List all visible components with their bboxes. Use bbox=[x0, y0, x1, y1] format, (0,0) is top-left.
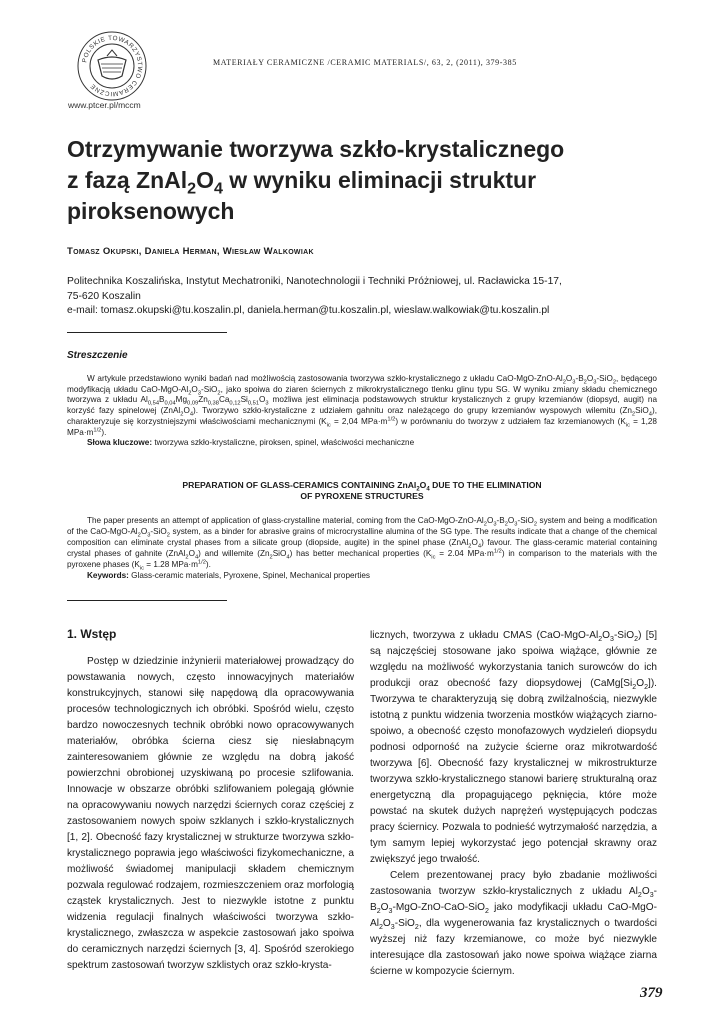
title-line-1: Otrzymywanie tworzywa szkło-krystalicznego bbox=[67, 136, 565, 162]
abstract-english bbox=[67, 516, 657, 581]
body-paragraph: Celem prezentowanej pracy było zbadanie możliwości zastosowania tworzyw szkło-krystalicznych z układu $Al_2O_3-B_2O_3-MgO-ZnO-CaO-SiO_2$ jako modyfikacji układu CaO-$MgO-Al_2O_3-SiO_2$, dla wygenerowania faz krystalicznych o twardości wyższej niż fazy krzemianowe, co może być niezwykle interesujące dla zastosowań jako nowe spoiwa wiążące ziarna ścierne w kompozycie ściernym. bbox=[370, 870, 657, 977]
english-title bbox=[67, 480, 657, 502]
title-line-3: piroksenowych bbox=[67, 198, 235, 224]
body-paragraph: licznych, tworzywa z układu CMAS $(CaO-MgO-Al_2O_3-SiO_2)$ [5] są najczęściej stosowane jako spoiwa wiążące, głównie ze względu na możliwość wykorzystania tanich surowców do ich produkcji oraz obecność fazy diopsydowej $(CaMg[Si_2O_2])$. Tworzywa te charakteryzują się dobrą zwilżalnością, niezwykle istotną z punktu widzenia tworzenia mostków wiążących ziarno-spoiwo, a obecność często monofazowych wydzieleń diopsydu podnosi odporność na zużycie ścierne oraz mikrotwardość tworzywa [6]. Obecność fazy krystalicznej w mikrostrukturze tworzywa szkło-krystalicznego stanowi barierę strukturalną oraz energetyczną dla propagującego pęknięcia, które może powstać na skutek dużych naprężeń występujących podczas pracy ściernicy. Pozwala to podnieść wytrzymałość narzędzia, a tym samym lepiej wykorzystać jego potencjał skrawny oraz zwiększyć jego trwałość. bbox=[370, 630, 658, 865]
keywords-english: Keywords: Glass-ceramic materials, Pyroxene, Spinel, Mechanical properties bbox=[87, 570, 371, 580]
author-list: Tomasz Okupski, Daniela Herman, Wiesław Walkowiak bbox=[67, 246, 314, 257]
affiliation bbox=[67, 275, 667, 319]
divider-rule bbox=[67, 600, 227, 601]
section-heading: 1. Wstęp bbox=[67, 627, 117, 641]
abstract-polish-paragraph: W artykule przedstawiono wyniki badań nad możliwością zastosowania tworzywa szkło-krystalicznego z układu CaO-$MgO-ZnO-Al_2O_3-B_2O_3-SiO_2$, będącego modyfikacją układu CaO-$MgO-Al_2O_3-SiO_2$, jako spoiwa do ziaren ściernych z mikrokrystalicznego tlenku glinu typu SG. W wyniku zmiany składu chemicznego tworzywa z układu $Al_{0,54}B_{0,04}Mg_{0,09}Zn_{0,38}Ca_{0,12}Si_{0,51}O_3$ możliwa jest eliminacja podstawowych struktur krystalicznych z grupy krzemianów (diopsyd, augit) na korzyść fazy spinelowej $(ZnAl_2O_4)$. Tworzywo szkło-krystaliczne z udziałem gahnitu oraz należącego do grupy krzemianów wyspowych wilemitu $(Zn_2SiO_4)$, charakteryzuje się korzystniejszymi właściwościami mechanicznymi ($K_{ic} = 2,04$ $MPa\cdot m^{1/2}$) w porównaniu do tworzyw z udziałem faz krzemianowych ($K_{ic} = 1,28$ $MPa\cdot m^{1/2}$). bbox=[67, 374, 657, 437]
abstract-heading: Streszczenie bbox=[67, 350, 128, 361]
affiliation-emails: e-mail: tomasz.okupski@tu.koszalin.pl, daniela.herman@tu.koszalin.pl, wieslaw.walkowiak@tu.koszalin.pl bbox=[67, 305, 550, 316]
body-column-left bbox=[67, 654, 354, 974]
journal-reference: MATERIAŁY CERAMICZNE /CERAMIC MATERIALS/, 63, 2, (2011), 379-385 bbox=[213, 58, 517, 67]
body-paragraph: Postęp w dziedzinie inżynierii materiałowej prowadzący do powstawania nowych, często innowacyjnych materiałów konstrukcyjnych, stanowi siłę napędową dla opracowywania procesów technologicznych ich obróbki. Spośród wielu, często bardzo nowoczesnych technik obróbki nowo opracowywanych materiałów, obróbka ścierna ciesz się niesłabnącym zainteresowaniem głównie ze względu na dobrą jakość powierzchni obrobionej uzyskiwaną po procesie szlifowania. Innowacje w obszarze obróbki szlifowaniem polegają głównie na opracowywaniu nowych narzędzi ściernych coraz częściej z zastosowaniem nowych spoiw szklanych i szkło-krystalicznych [1, 2]. Obecność fazy krystalicznej w strukturze tworzywa szkło-krystalicznego poprawia jego właściwości fizykomechaniczne, a możliwość świadomej manipulacji składem chemicznym pozwala regulować rodzajem, rozmieszczeniem oraz morfologią cząstek krystalicznych. Jest to niezwykle istotne z punktu widzenia regulacji finalnych właściwości tworzywa szkło-krystalicznego, zwłaszcza w aspekcie zastosowań jako spoiwa do ceramicznych narzędzi ściernych [3, 4]. Spośród szerokiego spektrum zastosowań tworzyw szklistych oraz szkło-krysta- bbox=[67, 656, 354, 971]
affiliation-city: 75-620 Koszalin bbox=[67, 290, 141, 302]
paper-title bbox=[67, 134, 657, 227]
page-number: 379 bbox=[640, 985, 663, 1001]
english-title-line-1: PREPARATION OF GLASS-CERAMICS CONTAINING $ZnAl_2O_4$ DUE TO THE ELIMINATION bbox=[182, 480, 542, 493]
abstract-english-paragraph: The paper presents an attempt of application of glass-crystalline material, coming from the CaO-$MgO-ZnO-Al_2O_3-B_2O_3-SiO_2$ system and being a modification of the CaO-$MgO-Al_2O_3-SiO_2$ system, as a binder for abrasive grains of microcrystalline alumina of the SG type. The results indicate that a change of the chemical composition can eliminate crystal phases from a silicate group (diopside, augite) in the spinel phase $(ZnAl_2O_4)$ favour. The glass-ceramic material containing crystal phases of gahnite $(ZnAl_2O_4)$ and willemite $(Zn_2SiO_4)$ has better mechanical properties ($K_{ic} = 2.04$ $MPa\cdot m^{1/2}$) in comparison to the materials with the pyroxene phases ($K_{ic} = 1.28$ $MPa\cdot m^{1/2}$). bbox=[67, 516, 658, 572]
abstract-polish bbox=[67, 374, 657, 449]
body-column-right bbox=[370, 628, 657, 980]
affiliation-institute: Politechnika Koszalińska, Instytut Mechatroniki, Nanotechnologii i Techniki Próżniowej, ul. Racławicka 15-17, bbox=[67, 276, 562, 287]
keywords-polish: Słowa kluczowe: tworzywa szkło-krystaliczne, piroksen, spinel, właściwości mechaniczne bbox=[87, 438, 415, 448]
society-logo bbox=[74, 30, 150, 102]
divider-rule bbox=[67, 332, 227, 333]
logo-ring-text: POLSKIE TOWARZYSTWO CERAMICZNE bbox=[81, 34, 144, 98]
logo-url: www.ptcer.pl/mccm bbox=[68, 100, 141, 110]
title-line-2: z fazą $ZnAl_2O_4$ w wyniku eliminacji struktur bbox=[67, 167, 537, 198]
english-title-line-2: OF PYROXENE STRUCTURES bbox=[300, 491, 424, 501]
